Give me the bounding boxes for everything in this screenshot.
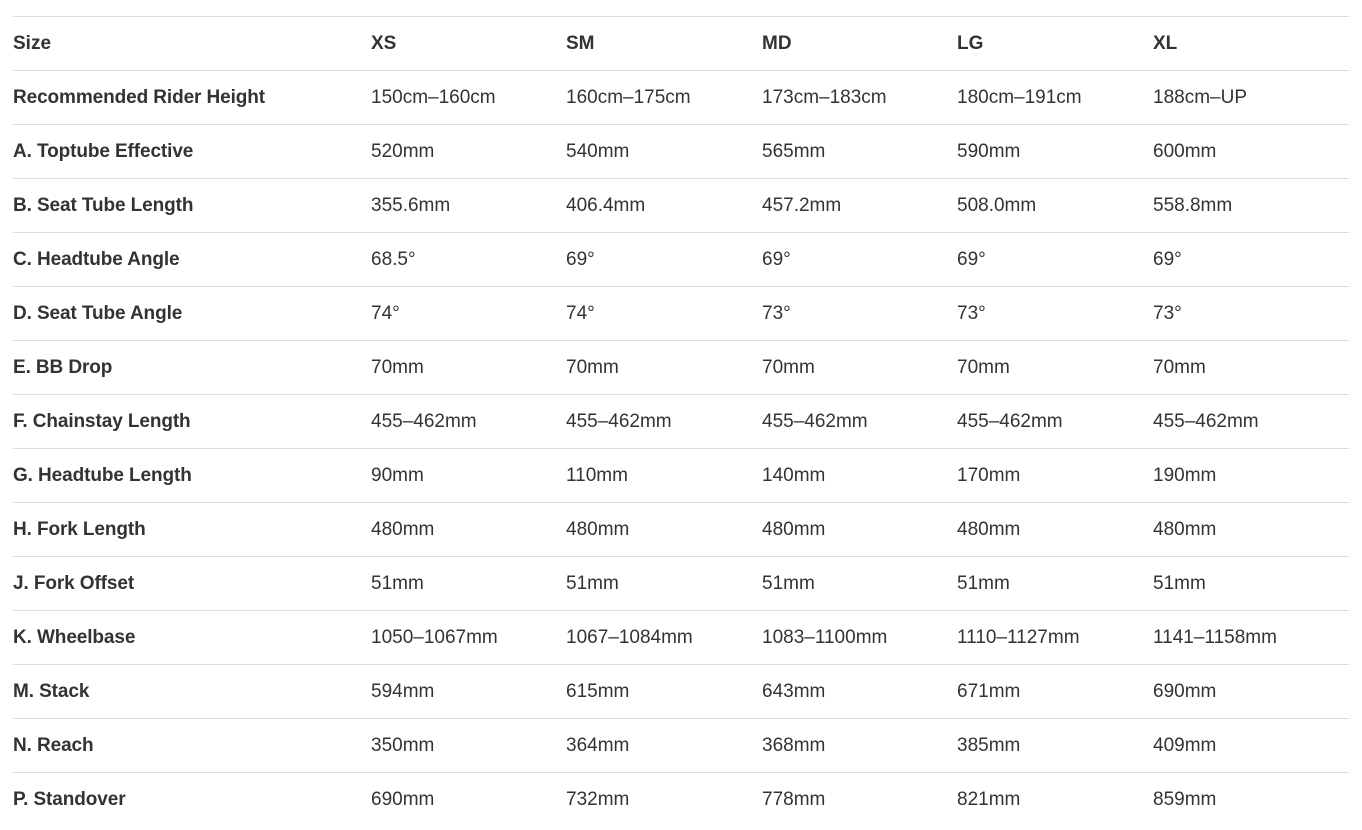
table-row <box>13 125 1349 179</box>
cell-sm: 455–462mm <box>566 395 762 449</box>
cell-md: 73° <box>762 287 957 341</box>
cell-sm: 69° <box>566 233 762 287</box>
cell-sm: 615mm <box>566 665 762 719</box>
cell-xs: 594mm <box>371 665 566 719</box>
table-row <box>13 503 1349 557</box>
header-size-lg: LG <box>957 17 1153 71</box>
cell-xl: 190mm <box>1153 449 1349 503</box>
cell-xs: 150cm–160cm <box>371 71 566 125</box>
row-label: G. Headtube Length <box>13 449 371 503</box>
row-label: Recommended Rider Height <box>13 71 371 125</box>
cell-md: 69° <box>762 233 957 287</box>
cell-xl: 70mm <box>1153 341 1349 395</box>
cell-xl: 73° <box>1153 287 1349 341</box>
cell-xl: 1141–1158mm <box>1153 611 1349 665</box>
row-label: C. Headtube Angle <box>13 233 371 287</box>
cell-xs: 68.5° <box>371 233 566 287</box>
cell-sm: 540mm <box>566 125 762 179</box>
table-row <box>13 179 1349 233</box>
row-label: D. Seat Tube Angle <box>13 287 371 341</box>
cell-xs: 480mm <box>371 503 566 557</box>
header-size-label: Size <box>13 17 371 71</box>
cell-sm: 732mm <box>566 773 762 827</box>
header-row <box>13 17 1349 71</box>
cell-md: 70mm <box>762 341 957 395</box>
row-label: J. Fork Offset <box>13 557 371 611</box>
table-row <box>13 557 1349 611</box>
cell-lg: 170mm <box>957 449 1153 503</box>
cell-lg: 51mm <box>957 557 1153 611</box>
cell-md: 51mm <box>762 557 957 611</box>
header-size-xs: XS <box>371 17 566 71</box>
cell-xl: 455–462mm <box>1153 395 1349 449</box>
cell-md: 565mm <box>762 125 957 179</box>
cell-xs: 74° <box>371 287 566 341</box>
cell-lg: 508.0mm <box>957 179 1153 233</box>
cell-md: 455–462mm <box>762 395 957 449</box>
geometry-table-body <box>13 71 1349 827</box>
cell-md: 368mm <box>762 719 957 773</box>
table-row <box>13 719 1349 773</box>
row-label: M. Stack <box>13 665 371 719</box>
cell-xs: 520mm <box>371 125 566 179</box>
cell-lg: 1110–1127mm <box>957 611 1153 665</box>
cell-xs: 70mm <box>371 341 566 395</box>
cell-sm: 160cm–175cm <box>566 71 762 125</box>
cell-sm: 480mm <box>566 503 762 557</box>
geometry-table-header <box>13 17 1349 71</box>
cell-lg: 671mm <box>957 665 1153 719</box>
table-row <box>13 233 1349 287</box>
cell-sm: 74° <box>566 287 762 341</box>
row-label: B. Seat Tube Length <box>13 179 371 233</box>
cell-xs: 350mm <box>371 719 566 773</box>
table-row <box>13 287 1349 341</box>
cell-xl: 558.8mm <box>1153 179 1349 233</box>
cell-lg: 590mm <box>957 125 1153 179</box>
cell-md: 643mm <box>762 665 957 719</box>
row-label: N. Reach <box>13 719 371 773</box>
cell-xl: 480mm <box>1153 503 1349 557</box>
table-row <box>13 449 1349 503</box>
cell-xs: 455–462mm <box>371 395 566 449</box>
table-row <box>13 773 1349 827</box>
cell-xs: 90mm <box>371 449 566 503</box>
cell-md: 173cm–183cm <box>762 71 957 125</box>
header-size-md: MD <box>762 17 957 71</box>
table-row <box>13 71 1349 125</box>
cell-xl: 188cm–UP <box>1153 71 1349 125</box>
cell-md: 778mm <box>762 773 957 827</box>
header-size-sm: SM <box>566 17 762 71</box>
header-size-xl: XL <box>1153 17 1349 71</box>
cell-xl: 69° <box>1153 233 1349 287</box>
cell-sm: 406.4mm <box>566 179 762 233</box>
cell-xs: 51mm <box>371 557 566 611</box>
row-label: K. Wheelbase <box>13 611 371 665</box>
row-label: H. Fork Length <box>13 503 371 557</box>
table-row <box>13 611 1349 665</box>
cell-sm: 70mm <box>566 341 762 395</box>
cell-sm: 51mm <box>566 557 762 611</box>
cell-lg: 70mm <box>957 341 1153 395</box>
table-row <box>13 665 1349 719</box>
row-label: A. Toptube Effective <box>13 125 371 179</box>
cell-lg: 455–462mm <box>957 395 1153 449</box>
row-label: P. Standover <box>13 773 371 827</box>
table-row <box>13 341 1349 395</box>
row-label: F. Chainstay Length <box>13 395 371 449</box>
cell-xl: 409mm <box>1153 719 1349 773</box>
cell-md: 140mm <box>762 449 957 503</box>
row-label: E. BB Drop <box>13 341 371 395</box>
cell-sm: 364mm <box>566 719 762 773</box>
cell-sm: 110mm <box>566 449 762 503</box>
cell-lg: 480mm <box>957 503 1153 557</box>
cell-lg: 385mm <box>957 719 1153 773</box>
cell-md: 457.2mm <box>762 179 957 233</box>
cell-xl: 690mm <box>1153 665 1349 719</box>
cell-lg: 821mm <box>957 773 1153 827</box>
cell-xs: 355.6mm <box>371 179 566 233</box>
table-row <box>13 395 1349 449</box>
cell-xl: 51mm <box>1153 557 1349 611</box>
cell-xs: 690mm <box>371 773 566 827</box>
cell-lg: 73° <box>957 287 1153 341</box>
cell-xl: 859mm <box>1153 773 1349 827</box>
geometry-table <box>13 16 1349 827</box>
cell-sm: 1067–1084mm <box>566 611 762 665</box>
cell-md: 1083–1100mm <box>762 611 957 665</box>
cell-lg: 69° <box>957 233 1153 287</box>
cell-xs: 1050–1067mm <box>371 611 566 665</box>
cell-xl: 600mm <box>1153 125 1349 179</box>
cell-md: 480mm <box>762 503 957 557</box>
cell-lg: 180cm–191cm <box>957 71 1153 125</box>
